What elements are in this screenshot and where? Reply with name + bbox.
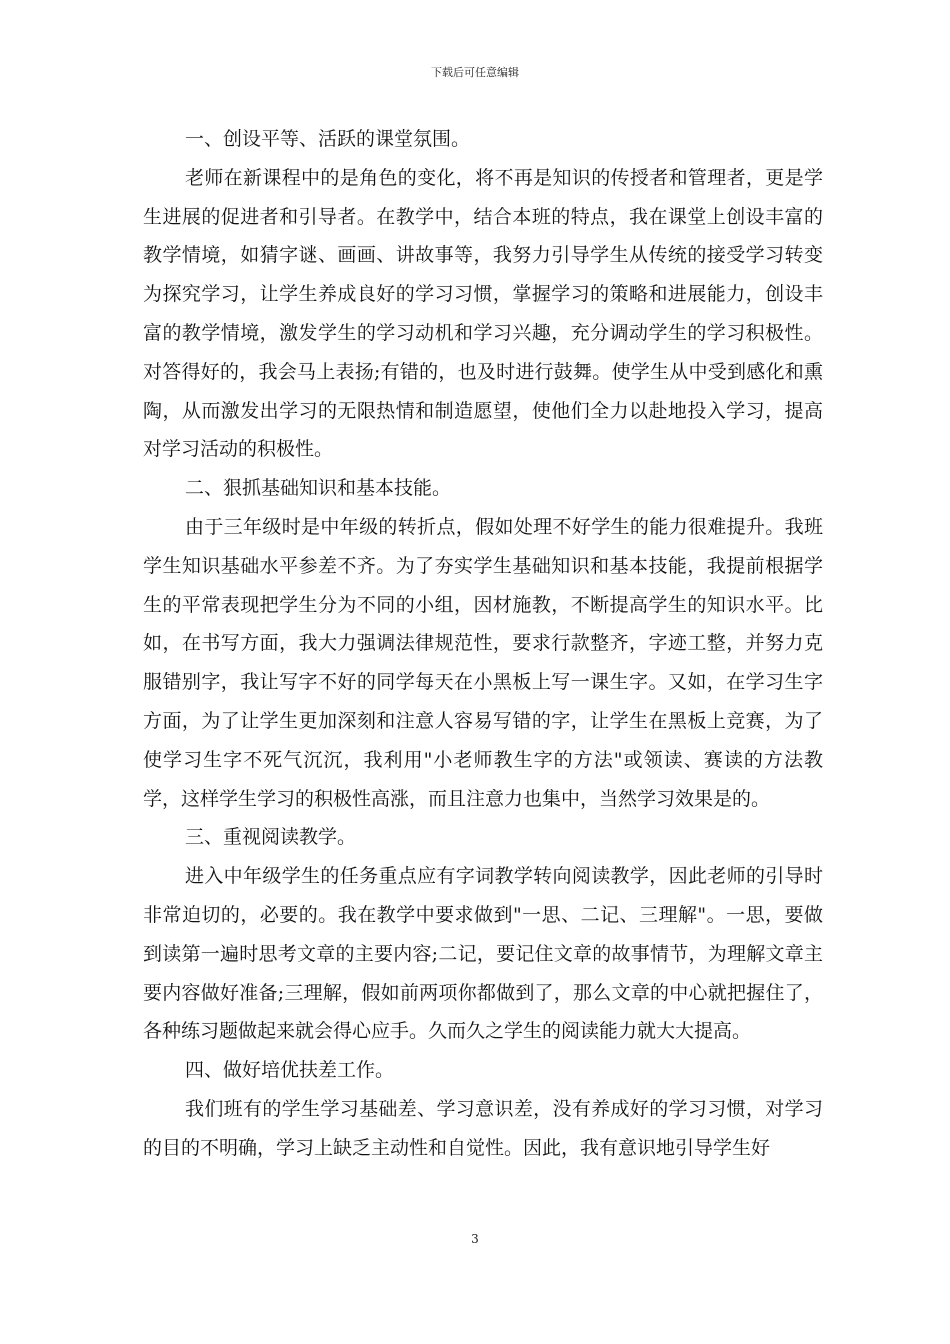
section-2-heading: 二、狠抓基础知识和基本技能。 (185, 477, 452, 500)
section-1-heading: 一、创设平等、活跃的课堂氛围。 (185, 128, 471, 150)
section-3-heading: 三、重视阅读教学。 (185, 826, 357, 849)
page-header: 下载后可任意编辑 (431, 66, 519, 79)
section-4-heading: 四、做好培优扶差工作。 (185, 1059, 395, 1082)
section-3-paragraph: 进入中年级学生的任务重点应有字词教学转向阅读教学，因此老师的引导时非常迫切的，必要的。我在教学中要求做到"一思、二记、三理解"。一思，要做到读第一遍时思考文章的主要内容;二记，要记住文章的故事情节，为理解文章主要内容做好准备;三理解，假如前两项你都做到了，那么文章的中心就把握住了，各种练习题做起来就会得心应手。久而久之学生的阅读能力就大大提高。 (143, 865, 823, 1043)
section-2-paragraph: 由于三年级时是中年级的转折点，假如处理不好学生的能力很难提升。我班学生知识基础水平参差不齐。为了夯实学生基础知识和基本技能，我提前根据学生的平常表现把学生分为不同的小组，因材施教，不断提高学生的知识水平。比如，在书写方面，我大力强调法律规范性，要求行款整齐，字迹工整，并努力克服错别字，我让写字不好的同学每天在小黑板上写一课生字。又如，在学习生字方面，为了让学生更加深刻和注意人容易写错的字，让学生在黑板上竞赛，为了使学习生字不死气沉沉，我利用"小老师教生字的方法"或领读、赛读的方法教学，这样学生学习的积极性高涨，而且注意力也集中，当然学习效果是的。 (143, 515, 823, 810)
page-number: 3 (471, 1232, 479, 1246)
document-body (143, 120, 823, 1168)
section-4-paragraph: 我们班有的学生学习基础差、学习意识差，没有养成好的学习习惯，对学习的目的不明确，学习上缺乏主动性和自觉性。因此，我有意识地引导学生好 (143, 1097, 823, 1159)
section-1-paragraph: 老师在新课程中的是角色的变化，将不再是知识的传授者和管理者，更是学生进展的促进者和引导者。在教学中，结合本班的特点，我在课堂上创设丰富的教学情境，如猜字谜、画画、讲故事等，我努力引导学生从传统的接受学习转变为探究学习，让学生养成良好的学习习惯，掌握学习的策略和进展能力，创设丰富的教学情境，激发学生的学习动机和学习兴趣，充分调动学生的学习积极性。对答得好的，我会马上表扬;有错的，也及时进行鼓舞。使学生从中受到感化和熏陶，从而激发出学习的无限热情和制造愿望，使他们全力以赴地投入学习，提高对学习活动的积极性。 (143, 166, 823, 461)
